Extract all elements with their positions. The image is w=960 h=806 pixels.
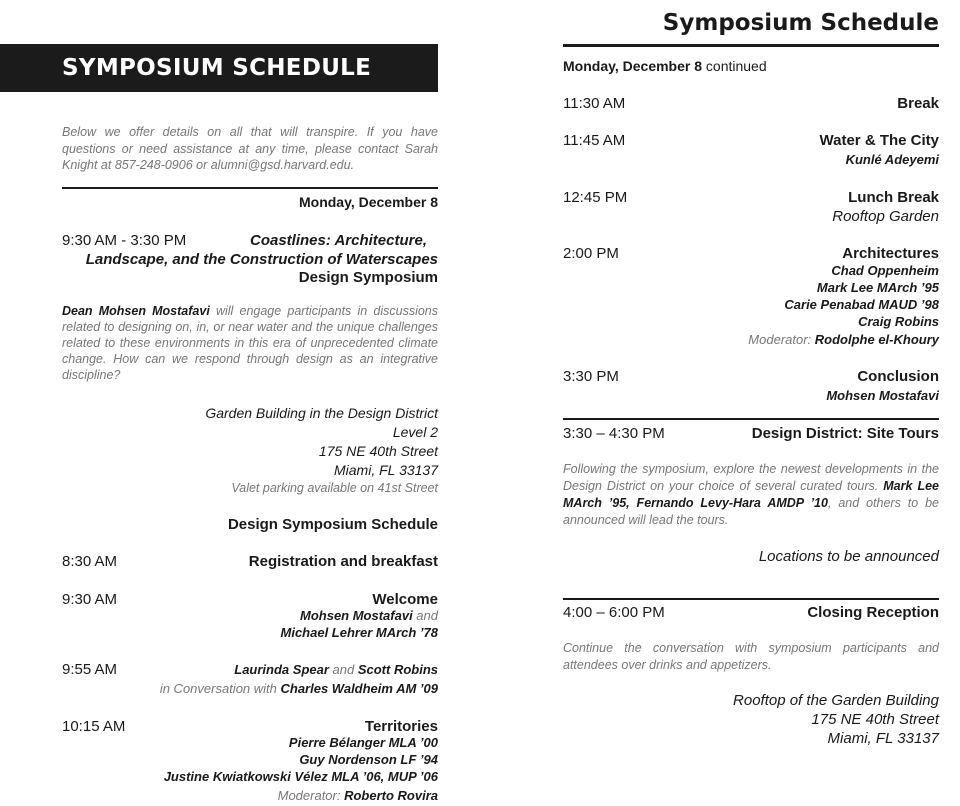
item-time: 8:30 AM <box>62 553 118 570</box>
desc-name: Dean Mohsen Mostafavi <box>62 304 210 318</box>
item-title: Conclusion <box>857 368 939 385</box>
reception-title: Closing Reception <box>807 604 939 621</box>
item-presenters: Laurinda Spear and Scott Robins <box>234 662 438 677</box>
item-time: 2:00 PM <box>563 245 619 262</box>
tours-location: Locations to be announced <box>758 548 939 565</box>
item-title: Welcome <box>372 591 438 608</box>
right-heading: Symposium Schedule <box>662 10 939 36</box>
location-line-2: Level 2 <box>392 424 438 440</box>
reception-time: 4:00 – 6:00 PM <box>563 604 665 621</box>
divider <box>563 44 939 47</box>
item-presenter: Carie Penabad MAUD ’98 <box>784 297 939 312</box>
item-presenter: Justine Kwiatkowski Vélez MLA ’06, MUP ’06 <box>163 769 438 784</box>
parking-note: Valet parking available on 41st Street <box>231 481 438 495</box>
tours-title: Design District: Site Tours <box>751 425 939 442</box>
item-subtitle: Rooftop Garden <box>832 208 939 225</box>
divider <box>62 187 438 189</box>
reception-description: Continue the conversation with symposium participants and attendees over drinks and appetizers. <box>563 641 939 672</box>
desc-rest: will engage participants in discussions related to designing on, in, or near water and the unique challenges related to these environments in this era of unprecedented climate change. How can we respond through design as an integrative discipline? <box>62 304 438 382</box>
item-moderator: Moderator: Rodolphe el-Khoury <box>748 332 939 347</box>
main-event-title-2: Landscape, and the Construction of Waterscapes <box>85 251 438 268</box>
event-location <box>62 404 438 497</box>
location-line-3: 175 NE 40th Street <box>318 443 438 459</box>
event-description <box>62 303 438 383</box>
item-time: 12:45 PM <box>563 189 628 206</box>
item-title: Water & The City <box>819 132 939 149</box>
item-time: 11:45 AM <box>563 132 626 149</box>
right-day-heading: Monday, December 8 continued <box>563 58 767 74</box>
tours-time: 3:30 – 4:30 PM <box>563 425 665 442</box>
intro-text: Below we offer details on all that will transpire. If you have questions or need assistance at any time, please contact Sarah Knight at 857-248-0906 or alumni@gsd.harvard.edu. <box>62 125 438 172</box>
schedule-heading: Design Symposium Schedule <box>227 516 438 533</box>
main-event-title-3: Design Symposium <box>298 269 438 286</box>
item-time: 9:55 AM <box>62 661 118 678</box>
divider <box>563 598 939 600</box>
item-time: 3:30 PM <box>563 368 619 385</box>
tours-description: Following the symposium, explore the newest developments in the Design District on your choice of several curated tours. Mark Lee MArch ’95, Fernando Levy-Hara AMDP ’10, and others to be announced will lead the tours. <box>563 462 939 527</box>
item-presenter: Pierre Bélanger MLA ’00 <box>288 735 438 750</box>
reception-location: Rooftop of the Garden Building 175 NE 40th Street Miami, FL 33137 <box>733 692 939 747</box>
item-presenter: Chad Oppenheim <box>831 263 939 278</box>
item-time: 10:15 AM <box>62 718 126 735</box>
item-presenter: Kunlé Adeyemi <box>845 152 939 167</box>
item-title: Registration and breakfast <box>248 553 438 570</box>
location-line-1: Garden Building in the Design District <box>205 405 438 421</box>
item-time: 9:30 AM <box>62 591 118 608</box>
item-time: 11:30 AM <box>563 95 626 112</box>
item-conversation: in Conversation with Charles Waldheim AM ’09 <box>159 681 438 696</box>
main-event-time: 9:30 AM - 3:30 PM <box>62 232 187 249</box>
divider <box>563 418 939 420</box>
left-title-bar <box>0 44 438 92</box>
item-title: Architectures <box>842 245 939 262</box>
location-line-4: Miami, FL 33137 <box>333 462 438 478</box>
item-presenter: Mohsen Mostafavi and <box>300 608 438 623</box>
item-presenter: Guy Nordenson LF ’94 <box>299 752 438 767</box>
left-heading: SYMPOSIUM SCHEDULE <box>62 55 372 81</box>
main-event-title-1: Coastlines: Architecture, <box>250 232 427 249</box>
item-title: Territories <box>364 718 438 735</box>
item-presenter: Mark Lee MArch ’95 <box>816 280 939 295</box>
item-presenter: Mohsen Mostafavi <box>826 388 939 403</box>
item-title: Break <box>897 95 939 112</box>
item-moderator: Moderator: Roberto Rovira <box>277 788 438 803</box>
item-presenter: Craig Robins <box>858 314 939 329</box>
day-heading: Monday, December 8 <box>298 194 438 210</box>
item-title: Lunch Break <box>848 189 939 206</box>
item-presenter: Michael Lehrer MArch ’78 <box>280 625 438 640</box>
